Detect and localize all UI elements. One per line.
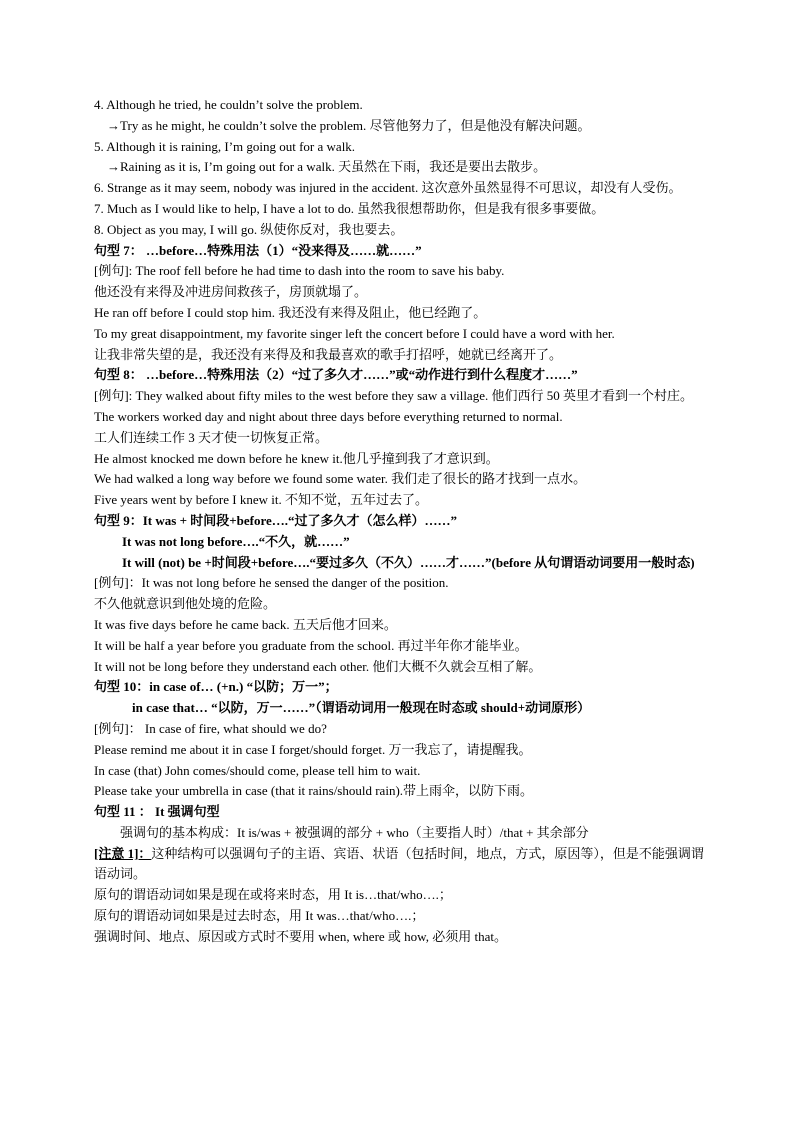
- text-line: →Try as he might, he couldn’t solve the problem. 尽管他努力了，但是他没有解决问题。: [107, 117, 591, 133]
- text-line: Please take your umbrella in case (that it rains/should rain).带上雨伞，以防下雨。: [94, 783, 534, 799]
- section-subheading: It was not long before….“不久，就……”: [122, 533, 350, 549]
- section-subheading: It will (not) be +时间段+before….“要过多久（不久）……才……”(before 从句谓语动词要用一般时态): [122, 554, 695, 570]
- text-line: He ran off before I could stop him. 我还没有来得及阻止，他已经跑了。: [94, 304, 487, 320]
- section-heading: 句型 8： …before…特殊用法（2）“过了多久才……”或“动作进行到什么程度才……”: [94, 367, 578, 383]
- text-line: Please remind me about it in case I forget/should forget. 万一我忘了，请提醒我。: [94, 741, 532, 757]
- text-line: The workers worked day and night about three days before everything returned to normal.: [94, 408, 563, 424]
- example-label-line: [例句]: The roof fell before he had time to dash into the room to save his baby.: [94, 263, 505, 279]
- text-line: 8. Object as you may, I will go. 纵使你反对，我也要去。: [94, 221, 404, 237]
- text-line: It will be half a year before you graduate from the school. 再过半年你才能毕业。: [94, 637, 528, 653]
- text-line: It was five days before he came back. 五天后他才回来。: [94, 616, 397, 632]
- text-line: 7. Much as I would like to help, I have a lot to do. 虽然我很想帮助你，但是我有很多事要做。: [94, 200, 605, 216]
- text-line: 6. Strange as it may seem, nobody was injured in the accident. 这次意外虽然显得不可思议，却没有人受伤。: [94, 180, 682, 196]
- example-label-line: [例句]: They walked about fifty miles to the west before they saw a village. 他们西行 50 英里才看到一个村庄。: [94, 388, 693, 404]
- text-line: 他还没有来得及冲进房间救孩子，房顶就塌了。: [94, 284, 368, 300]
- text-line: 工人们连续工作 3 天才使一切恢复正常。: [94, 429, 329, 445]
- text-line: 让我非常失望的是，我还没有来得及和我最喜欢的歌手打招呼，她就已经离开了。: [94, 346, 563, 362]
- text-line: 不久他就意识到他处境的危险。: [94, 596, 277, 612]
- section-heading: 句型 11 ： It 强调句型: [94, 804, 220, 820]
- text-line: 强调句的基本构成：It is/was + 被强调的部分 + who（主要指人时）/that + 其余部分: [120, 824, 589, 840]
- text-line: →Raining as it is, I’m going out for a walk. 天虽然在下雨，我还是要出去散步。: [107, 159, 547, 175]
- text-line: 强调时间、地点、原因或方式时不要用 when, where 或 how, 必须用 that。: [94, 928, 507, 944]
- text-line: Five years went by before I knew it. 不知不觉，五年过去了。: [94, 492, 428, 508]
- note-paragraph: [94, 844, 706, 886]
- example-label-line: [例句]：It was not long before he sensed the danger of the position.: [94, 575, 449, 591]
- text-line: In case (that) John comes/should come, please tell him to wait.: [94, 762, 421, 778]
- text-line: 原句的谓语动词如果是现在或将来时态，用 It is…that/who….；: [94, 887, 452, 903]
- text-line: It will not be long before they understand each other. 他们大概不久就会互相了解。: [94, 658, 542, 674]
- text-line: 5. Although it is raining, I’m going out for a walk.: [94, 138, 356, 154]
- text-line: 原句的谓语动词如果是过去时态，用 It was…that/who….；: [94, 908, 425, 924]
- document-page: [94, 95, 706, 948]
- text-line: He almost knocked me down before he knew it.他几乎撞到我了才意识到。: [94, 450, 499, 466]
- text-line: 4. Although he tried, he couldn’t solve the problem.: [94, 97, 363, 112]
- section-heading: 句型 10：in case of… (+n.) “以防；万一”；: [94, 679, 338, 695]
- note-label: [注意 1]：: [94, 845, 152, 861]
- text-line: To my great disappointment, my favorite singer left the concert before I could have a word with her.: [94, 325, 615, 341]
- example-label-line: [例句]： In case of fire, what should we do?: [94, 720, 327, 736]
- section-subheading: in case that… “以防，万一……”（谓语动词用一般现在时态或 should+动词原形）: [132, 700, 591, 716]
- text-line: We had walked a long way before we found some water. 我们走了很长的路才找到一点水。: [94, 471, 587, 487]
- note-text: 这种结构可以强调句子的主语、宾语、状语（包括时间，地点，方式，原因等），但是不能强调谓语动词。: [94, 845, 704, 882]
- section-heading: 句型 9：It was + 时间段+before….“过了多久才（怎么样）……”: [94, 512, 458, 528]
- section-heading: 句型 7： …before…特殊用法（1）“没来得及……就……”: [94, 242, 422, 258]
